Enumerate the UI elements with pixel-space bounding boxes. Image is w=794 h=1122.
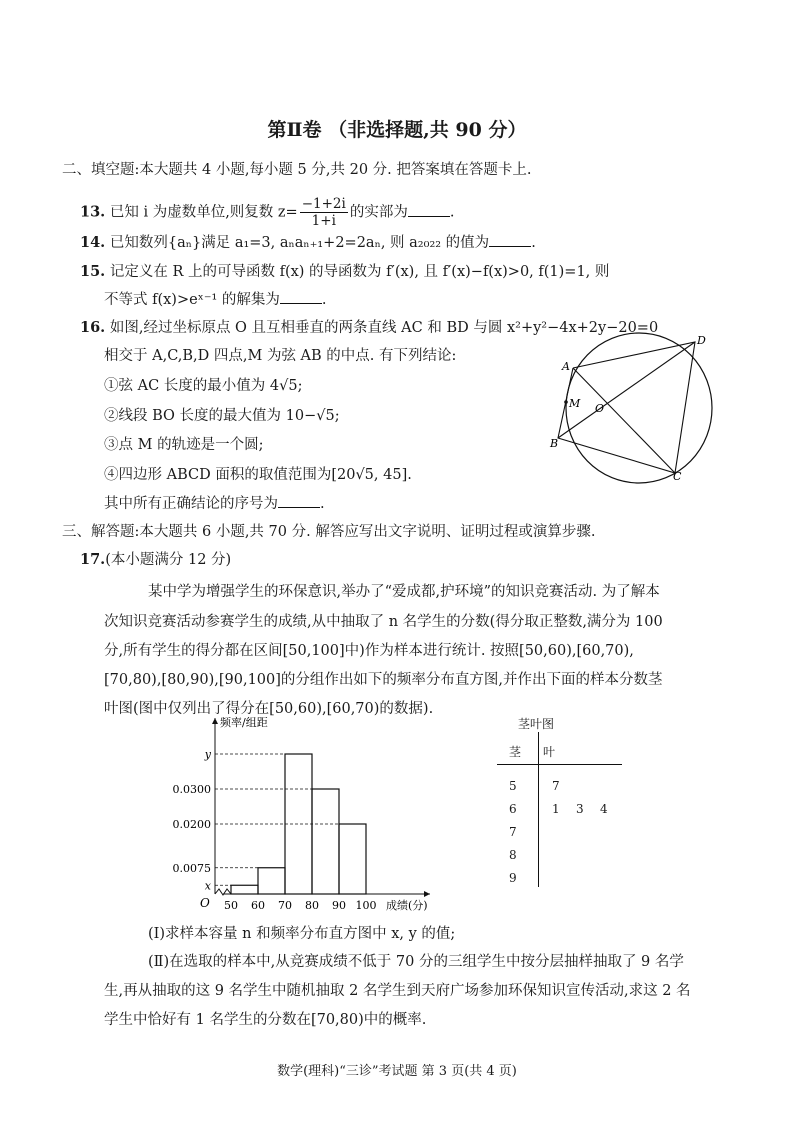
stem-leaf-plot bbox=[495, 712, 625, 887]
x-tick-label: 80 bbox=[305, 899, 319, 912]
q13-number: 13. bbox=[80, 203, 106, 221]
stem-leaf-row bbox=[495, 799, 625, 819]
q13-text-2: 的实部为 bbox=[349, 204, 408, 221]
stem-leaf-title: 茎叶图 bbox=[518, 717, 555, 731]
leaf-value: 7 bbox=[552, 779, 560, 793]
section-3-heading: 三、解答题:本大题共 6 小题,共 70 分. 解答应写出文字说明、证明过程或演算步骤. bbox=[62, 524, 596, 540]
q16-conclusion-3: ③点 M 的轨迹是一个圆; bbox=[104, 437, 264, 453]
x-axis-arrow-icon bbox=[424, 891, 430, 897]
leaf-value: 1 bbox=[552, 802, 560, 816]
y-tick-label: y bbox=[204, 748, 211, 761]
leaf-header: 叶 bbox=[543, 745, 556, 759]
header-divider bbox=[497, 764, 622, 765]
q15-text: 记定义在 R 上的可导函数 f(x) 的导函数为 f′(x), 且 f′(x)−f(x)>0, f(1)=1, 则 bbox=[109, 264, 610, 280]
q16-conclusion-2: ②线段 BO 长度的最大值为 10−√5; bbox=[104, 408, 340, 424]
stem-value: 6 bbox=[509, 802, 517, 816]
q16-ask-text: 其中所有正确结论的序号为 bbox=[104, 496, 278, 512]
histogram-bar bbox=[339, 824, 366, 894]
stem-leaf-row bbox=[495, 868, 625, 888]
q16-conclusion-4: ④四边形 ABCD 面积的取值范围为[20√5, 45]. bbox=[104, 467, 412, 483]
q17-number: 17. bbox=[80, 551, 106, 568]
y-tick-label: 0.0200 bbox=[172, 818, 211, 831]
stem-value: 8 bbox=[509, 848, 517, 862]
q17-paragraph-line: 分,所有学生的得分都在区间[50,100]中)作为样本进行统计. 按照[50,60),[60,70), bbox=[104, 643, 634, 659]
q15-text-2: 不等式 f(x)>eˣ⁻¹ 的解集为 bbox=[104, 292, 280, 308]
label-d: D bbox=[697, 334, 706, 347]
y-tick-label: 0.0300 bbox=[172, 783, 211, 796]
stem-leaf-row bbox=[495, 776, 625, 796]
label-c: C bbox=[673, 470, 682, 483]
q16-conclusion-1: ①弦 AC 长度的最小值为 4√5; bbox=[104, 378, 303, 394]
q14-end: . bbox=[531, 235, 536, 251]
q17-paragraph-line: 某中学为增强学生的环保意识,举办了“爱成都,护环境”的知识竞赛活动. 为了解本 bbox=[148, 584, 660, 600]
stem-header: 茎 bbox=[509, 745, 522, 759]
q14-text: 已知数列{aₙ}满足 a₁=3, aₙaₙ₊₁+2=2aₙ, 则 a₂₀₂₂ 的值为 bbox=[109, 235, 490, 251]
stem-value: 7 bbox=[509, 825, 517, 839]
y-axis-label: 频率/组距 bbox=[220, 716, 268, 729]
label-o: O bbox=[595, 402, 605, 415]
histogram-bar bbox=[231, 885, 258, 894]
q17-part-2-cont: 学生中恰好有 1 名学生的分数在[70,80)中的概率. bbox=[104, 1012, 427, 1028]
q15-number: 15. bbox=[80, 263, 106, 280]
q14-number: 14. bbox=[80, 234, 106, 251]
histogram-bar bbox=[258, 868, 285, 894]
q13-numerator: −1+2i bbox=[301, 196, 346, 212]
x-axis-label: 成绩(分) bbox=[386, 899, 428, 912]
stem-value: 5 bbox=[509, 779, 517, 793]
q17-paragraph-line: 次知识竞赛活动参赛学生的成绩,从中抽取了 n 名学生的分数(得分取正整数,满分为 100 bbox=[104, 614, 663, 630]
label-m: M bbox=[569, 397, 581, 410]
page-title: 第Ⅱ卷 （非选择题,共 90 分） bbox=[267, 119, 527, 141]
stem-leaf-row bbox=[495, 845, 625, 865]
q13-text: 已知 i 为虚数单位,则复数 z= bbox=[109, 204, 298, 221]
q17-part-1: (Ⅰ)求样本容量 n 和频率分布直方图中 x, y 的值; bbox=[148, 926, 456, 942]
origin-label: O bbox=[200, 896, 210, 910]
histogram-bar bbox=[312, 789, 339, 894]
x-tick-label: 70 bbox=[278, 899, 292, 912]
y-tick-label: 0.0075 bbox=[172, 861, 211, 875]
y-axis-arrow-icon bbox=[212, 718, 218, 724]
q16-text: 如图,经过坐标原点 O 且互相垂直的两条直线 AC 和 BD 与圆 x²+y²−4x+2y−20=0 bbox=[109, 320, 659, 336]
q17-score: (本小题满分 12 分) bbox=[105, 552, 232, 568]
x-tick-label: 60 bbox=[251, 899, 265, 912]
stem-leaf-row bbox=[495, 822, 625, 842]
q17-part-2-cont: 生,再从抽取的这 9 名学生中随机抽取 2 名学生到天府广场参加环保知识宣传活动,求这 2 名 bbox=[104, 983, 691, 999]
x-tick-label: 50 bbox=[224, 899, 238, 912]
q15-end: . bbox=[321, 292, 327, 308]
q16-number: 16. bbox=[80, 319, 106, 336]
y-tick-label: x bbox=[204, 879, 211, 893]
section-2-heading: 二、填空题:本大题共 4 小题,每小题 5 分,共 20 分. 把答案填在答题卡上. bbox=[62, 162, 532, 178]
q13-denominator: 1+i bbox=[311, 213, 336, 229]
q17-part-2: (Ⅱ)在选取的样本中,从竞赛成绩不低于 70 分的三组学生中按分层抽样抽取了 9 名学 bbox=[148, 954, 684, 970]
leaf-value: 3 bbox=[576, 802, 584, 816]
q17-paragraph-line: 叶图(图中仅列出了得分在[50,60),[60,70)的数据). bbox=[104, 701, 434, 717]
q13-end: . bbox=[449, 204, 455, 221]
q17-paragraph-line: [70,80),[80,90),[90,100]的分组作出如下的频率分布直方图,并作出下面的样本分数茎 bbox=[104, 672, 663, 688]
label-a: A bbox=[562, 360, 570, 373]
x-tick-label: 100 bbox=[355, 899, 377, 912]
leaf-value: 4 bbox=[600, 802, 608, 816]
page-footer: 数学(理科)“三诊”考试题 第 3 页(共 4 页) bbox=[277, 1064, 517, 1079]
label-b: B bbox=[550, 437, 559, 450]
stem-value: 9 bbox=[509, 871, 517, 885]
q16-text-2: 相交于 A,C,B,D 四点,M 为弦 AB 的中点. 有下列结论: bbox=[104, 348, 457, 364]
x-tick-label: 90 bbox=[332, 899, 346, 912]
q16-end: . bbox=[320, 496, 325, 512]
